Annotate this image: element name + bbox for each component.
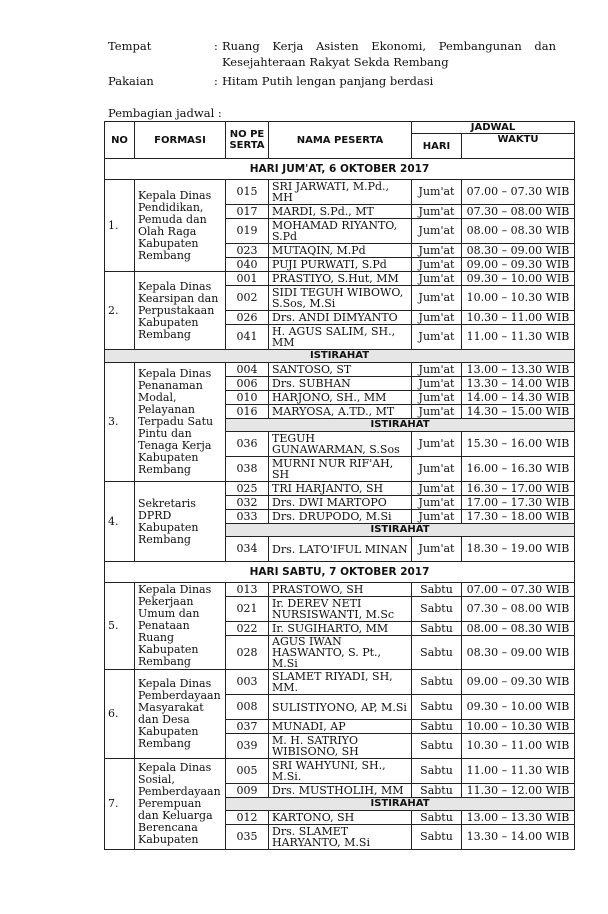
tempat-separator: :: [214, 39, 218, 53]
info-block: [108, 38, 556, 92]
day-header-row: [105, 562, 575, 583]
schedule-day: Sabtu: [412, 825, 462, 850]
peserta-number: 009: [226, 784, 269, 798]
peserta-number: 012: [226, 811, 269, 825]
schedule-day: Sabtu: [412, 811, 462, 825]
schedule-day: Jum'at: [412, 219, 462, 244]
peserta-name: Drs. LATO'IFUL MINAN: [269, 537, 412, 562]
schedule-time: 13.30 – 14.00 WIB: [462, 825, 575, 850]
schedule-time: 09.30 – 10.00 WIB: [462, 695, 575, 720]
formasi-name: Kepala Dinas Pekerjaan Umum dan Penataan Ruang Kabupaten Rembang: [135, 583, 226, 670]
peserta-name: PRASTIYO, S.Hut, MM: [269, 272, 412, 286]
peserta-number: 041: [226, 325, 269, 350]
pakaian-value: Hitam Putih lengan panjang berdasi: [222, 74, 434, 88]
formasi-number: 1.: [105, 180, 135, 272]
peserta-number: 017: [226, 205, 269, 219]
tempat-label: Tempat: [108, 39, 152, 53]
schedule-time: 08.00 – 08.30 WIB: [462, 219, 575, 244]
schedule-day: Sabtu: [412, 720, 462, 734]
peserta-name: SLAMET RIYADI, SH, MM.: [269, 670, 412, 695]
schedule-day: Jum'at: [412, 391, 462, 405]
schedule-time: 11.00 – 11.30 WIB: [462, 759, 575, 784]
formasi-number: 2.: [105, 272, 135, 350]
schedule-day: Jum'at: [412, 482, 462, 496]
header-no: NO: [105, 122, 135, 159]
peserta-name: MARYOSA, A.TD., MT: [269, 405, 412, 419]
formasi-name: Kepala Dinas Sosial, Pemberdayaan Perempuan dan Keluarga Berencana Kabupaten: [135, 759, 226, 850]
schedule-day: Sabtu: [412, 583, 462, 597]
schedule-time: 18.30 – 19.00 WIB: [462, 537, 575, 562]
peserta-name: MARDI, S.Pd., MT: [269, 205, 412, 219]
peserta-number: 022: [226, 622, 269, 636]
schedule-day: Jum'at: [412, 405, 462, 419]
formasi-number: 5.: [105, 583, 135, 670]
schedule-day: Sabtu: [412, 734, 462, 759]
peserta-number: 026: [226, 311, 269, 325]
peserta-number: 015: [226, 180, 269, 205]
peserta-number: 002: [226, 286, 269, 311]
peserta-name: PRASTOWO, SH: [269, 583, 412, 597]
schedule-time: 09.00 – 09.30 WIB: [462, 670, 575, 695]
istirahat-label: ISTIRAHAT: [226, 419, 575, 432]
schedule-time: 13.00 – 13.30 WIB: [462, 811, 575, 825]
formasi-name: Kepala Dinas Pendidikan, Pemuda dan Olah Raga Kabupaten Rembang: [135, 180, 226, 272]
peserta-number: 036: [226, 432, 269, 457]
peserta-name: H. AGUS SALIM, SH., MM: [269, 325, 412, 350]
peserta-name: TRI HARJANTO, SH: [269, 482, 412, 496]
table-row: [105, 670, 575, 695]
schedule-time: 09.30 – 10.00 WIB: [462, 272, 575, 286]
schedule-time: 13.00 – 13.30 WIB: [462, 363, 575, 377]
schedule-time: 10.00 – 10.30 WIB: [462, 720, 575, 734]
schedule-day: Jum'at: [412, 457, 462, 482]
header-jadwal: JADWAL: [412, 122, 575, 134]
table-row: [105, 759, 575, 784]
table-row: [105, 363, 575, 377]
schedule-table: [104, 121, 575, 850]
formasi-number: 3.: [105, 363, 135, 482]
peserta-number: 019: [226, 219, 269, 244]
peserta-number: 021: [226, 597, 269, 622]
peserta-name: SULISTIYONO, AP, M.Si: [269, 695, 412, 720]
schedule-time: 14.30 – 15.00 WIB: [462, 405, 575, 419]
peserta-number: 016: [226, 405, 269, 419]
table-row: [105, 180, 575, 205]
peserta-number: 001: [226, 272, 269, 286]
table-row: [105, 583, 575, 597]
peserta-number: 008: [226, 695, 269, 720]
peserta-number: 035: [226, 825, 269, 850]
day-header: HARI SABTU, 7 OKTOBER 2017: [105, 562, 575, 583]
peserta-number: 028: [226, 636, 269, 670]
peserta-number: 004: [226, 363, 269, 377]
peserta-name: Drs. ANDI DIMYANTO: [269, 311, 412, 325]
schedule-day: Sabtu: [412, 784, 462, 798]
istirahat-row: [105, 350, 575, 363]
peserta-name: SRI WAHYUNI, SH., M.Si.: [269, 759, 412, 784]
peserta-name: Drs. SLAMET HARYANTO, M.Si: [269, 825, 412, 850]
schedule-time: 13.30 – 14.00 WIB: [462, 377, 575, 391]
header-waktu: WAKTU: [462, 134, 575, 159]
table-row: [105, 482, 575, 496]
schedule-day: Jum'at: [412, 286, 462, 311]
peserta-number: 040: [226, 258, 269, 272]
schedule-day: Jum'at: [412, 205, 462, 219]
formasi-name: Kepala Dinas Pemberdayaan Masyarakat dan Desa Kabupaten Rembang: [135, 670, 226, 759]
schedule-time: 16.30 – 17.00 WIB: [462, 482, 575, 496]
peserta-name: SANTOSO, ST: [269, 363, 412, 377]
schedule-time: 17.00 – 17.30 WIB: [462, 496, 575, 510]
peserta-name: MUTAQIN, M.Pd: [269, 244, 412, 258]
schedule-day: Jum'at: [412, 496, 462, 510]
formasi-name: Kepala Dinas Kearsipan dan Perpustakaan Kabupaten Rembang: [135, 272, 226, 350]
schedule-body: [105, 159, 575, 850]
peserta-name: MURNI NUR RIF'AH, SH: [269, 457, 412, 482]
schedule-time: 11.30 – 12.00 WIB: [462, 784, 575, 798]
peserta-name: Drs. SUBHAN: [269, 377, 412, 391]
peserta-name: Ir. SUGIHARTO, MM: [269, 622, 412, 636]
schedule-time: 10.00 – 10.30 WIB: [462, 286, 575, 311]
schedule-time: 07.00 – 07.30 WIB: [462, 583, 575, 597]
peserta-number: 010: [226, 391, 269, 405]
schedule-day: Jum'at: [412, 258, 462, 272]
schedule-time: 08.30 – 09.00 WIB: [462, 244, 575, 258]
schedule-time: 08.00 – 08.30 WIB: [462, 622, 575, 636]
peserta-name: KARTONO, SH: [269, 811, 412, 825]
peserta-number: 033: [226, 510, 269, 524]
peserta-number: 006: [226, 377, 269, 391]
peserta-number: 013: [226, 583, 269, 597]
schedule-time: 08.30 – 09.00 WIB: [462, 636, 575, 670]
peserta-name: Drs. DWI MARTOPO: [269, 496, 412, 510]
schedule-time: 07.00 – 07.30 WIB: [462, 180, 575, 205]
peserta-name: Ir. DEREV NETI NURSISWANTI, M.Sc: [269, 597, 412, 622]
formasi-name: Sekretaris DPRD Kabupaten Rembang: [135, 482, 226, 562]
peserta-name: AGUS IWAN HASWANTO, S. Pt., M.Si: [269, 636, 412, 670]
table-row: [105, 272, 575, 286]
formasi-name: Kepala Dinas Penanaman Modal, Pelayanan Terpadu Satu Pintu dan Tenaga Kerja Kabupaten Rembang: [135, 363, 226, 482]
header-row-top: [105, 122, 575, 134]
formasi-number: 6.: [105, 670, 135, 759]
peserta-number: 025: [226, 482, 269, 496]
schedule-time: 15.30 – 16.00 WIB: [462, 432, 575, 457]
peserta-name: TEGUH GUNAWARMAN, S.Sos: [269, 432, 412, 457]
peserta-number: 023: [226, 244, 269, 258]
schedule-day: Jum'at: [412, 244, 462, 258]
schedule-day: Sabtu: [412, 622, 462, 636]
header-formasi: FORMASI: [135, 122, 226, 159]
peserta-number: 038: [226, 457, 269, 482]
header-hari: HARI: [412, 134, 462, 159]
schedule-time: 07.30 – 08.00 WIB: [462, 205, 575, 219]
peserta-name: MUNADI, AP: [269, 720, 412, 734]
schedule-day: Sabtu: [412, 759, 462, 784]
day-header-row: [105, 159, 575, 180]
schedule-day: Jum'at: [412, 180, 462, 205]
peserta-number: 037: [226, 720, 269, 734]
schedule-day: Sabtu: [412, 636, 462, 670]
peserta-name: Drs. DRUPODO, M.Si: [269, 510, 412, 524]
schedule-time: 10.30 – 11.00 WIB: [462, 734, 575, 759]
peserta-number: 032: [226, 496, 269, 510]
peserta-name: MOHAMAD RIYANTO, S.Pd: [269, 219, 412, 244]
header-nama-peserta: NAMA PESERTA: [269, 122, 412, 159]
schedule-day: Jum'at: [412, 272, 462, 286]
info-row-tempat: [108, 38, 556, 70]
schedule-time: 09.00 – 09.30 WIB: [462, 258, 575, 272]
pakaian-separator: :: [214, 74, 218, 88]
formasi-number: 4.: [105, 482, 135, 562]
tempat-value: Ruang Kerja Asisten Ekonomi, Pembangunan dan Kesejahteraan Rakyat Sekda Rembang: [222, 39, 556, 69]
schedule-day: Jum'at: [412, 537, 462, 562]
schedule-time: 10.30 – 11.00 WIB: [462, 311, 575, 325]
schedule-time: 07.30 – 08.00 WIB: [462, 597, 575, 622]
schedule-day: Jum'at: [412, 510, 462, 524]
header-no-peserta: NO PESERTA: [226, 122, 269, 159]
istirahat-label: ISTIRAHAT: [226, 798, 575, 811]
peserta-number: 003: [226, 670, 269, 695]
pakaian-label: Pakaian: [108, 74, 154, 88]
peserta-name: Drs. MUSTHOLIH, MM: [269, 784, 412, 798]
day-header: HARI JUM'AT, 6 OKTOBER 2017: [105, 159, 575, 180]
schedule-day: Jum'at: [412, 377, 462, 391]
schedule-time: 17.30 – 18.00 WIB: [462, 510, 575, 524]
peserta-name: M. H. SATRIYO WIBISONO, SH: [269, 734, 412, 759]
schedule-time: 14.00 – 14.30 WIB: [462, 391, 575, 405]
schedule-day: Jum'at: [412, 325, 462, 350]
schedule-day: Sabtu: [412, 670, 462, 695]
peserta-name: PUJI PURWATI, S.Pd: [269, 258, 412, 272]
istirahat-label: ISTIRAHAT: [226, 524, 575, 537]
schedule-day: Jum'at: [412, 363, 462, 377]
peserta-number: 005: [226, 759, 269, 784]
schedule-day: Jum'at: [412, 311, 462, 325]
schedule-time: 16.00 – 16.30 WIB: [462, 457, 575, 482]
schedule-day: Jum'at: [412, 432, 462, 457]
peserta-number: 039: [226, 734, 269, 759]
schedule-time: 11.00 – 11.30 WIB: [462, 325, 575, 350]
peserta-name: SIDI TEGUH WIBOWO, S.Sos, M.Si: [269, 286, 412, 311]
schedule-day: Sabtu: [412, 597, 462, 622]
formasi-number: 7.: [105, 759, 135, 850]
peserta-number: 034: [226, 537, 269, 562]
istirahat-label: ISTIRAHAT: [105, 350, 575, 363]
peserta-name: HARJONO, SH., MM: [269, 391, 412, 405]
schedule-day: Sabtu: [412, 695, 462, 720]
info-row-pakaian: [108, 73, 556, 89]
peserta-name: SRI JARWATI, M.Pd., MH: [269, 180, 412, 205]
pembagian-jadwal-label: Pembagian jadwal :: [108, 106, 222, 120]
